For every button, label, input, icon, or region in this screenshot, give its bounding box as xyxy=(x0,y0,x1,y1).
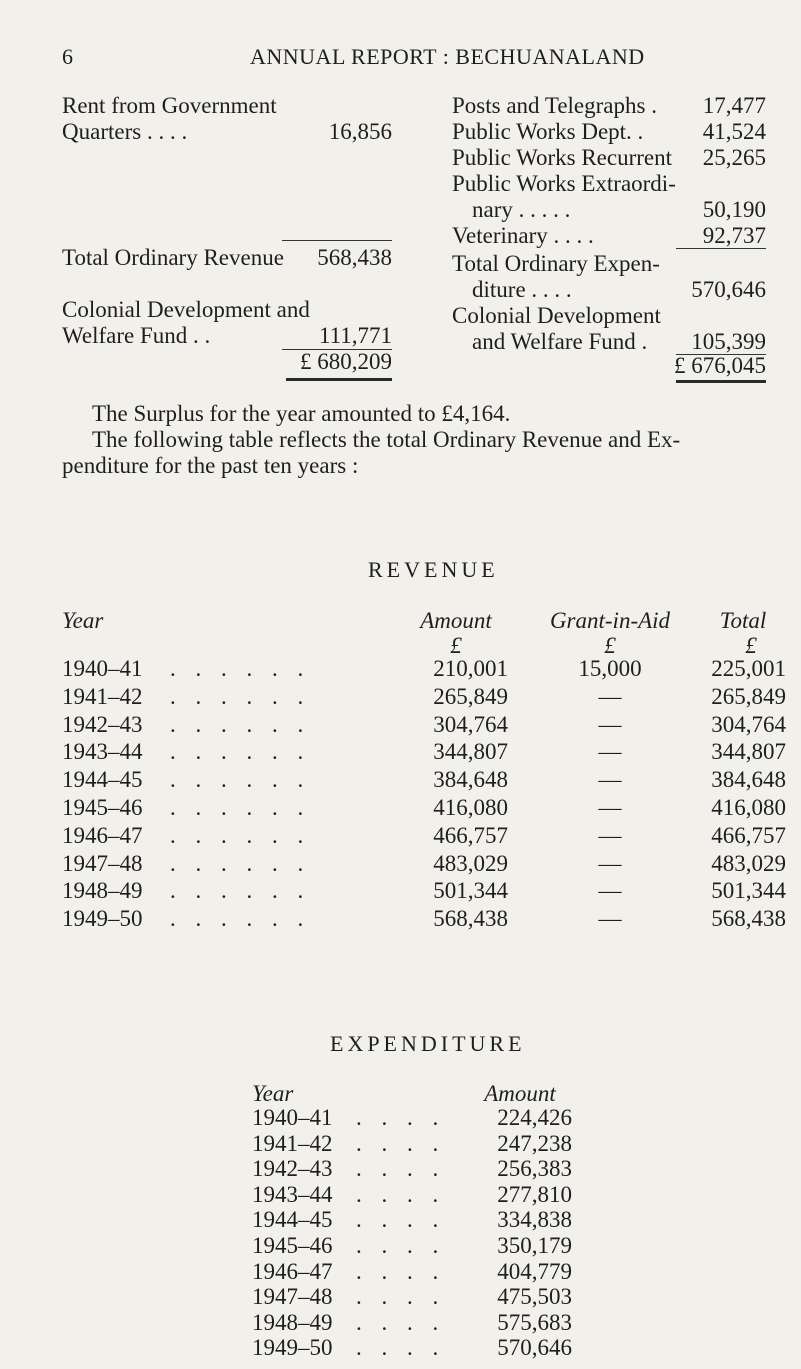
table-intro-line1: The following table reflects the total Ordinary Revenue and Ex- xyxy=(92,427,681,452)
row-grant: — xyxy=(598,878,622,904)
revenue-col-amount: Amount xyxy=(420,608,492,633)
cdw-revenue-label-line2: Welfare Fund . . xyxy=(62,323,211,348)
row-year: 1940–41 xyxy=(252,1105,333,1130)
row-amount: 466,757 xyxy=(433,822,508,848)
row-year: 1940–41 xyxy=(62,656,143,681)
row-amount: 404,779 xyxy=(497,1258,572,1284)
expenditure-col-year: Year xyxy=(252,1081,294,1106)
row-year: 1948–49 xyxy=(62,878,143,904)
row-total: 483,029 xyxy=(711,850,786,876)
row-grant: — xyxy=(598,822,622,848)
row-total: 384,648 xyxy=(711,767,786,793)
row-amount: 384,648 xyxy=(433,767,508,793)
grand-total-revenue: £ 680,209 xyxy=(300,349,392,374)
public-works-dept-label: Public Works Dept. . xyxy=(452,119,644,144)
row-year: 1947–48 xyxy=(62,850,143,876)
row-grant: — xyxy=(598,711,622,737)
row-leader-dots: . . . . xyxy=(356,1284,446,1310)
row-amount: 475,503 xyxy=(497,1284,572,1310)
row-year: 1942–43 xyxy=(62,711,143,737)
row-year: 1943–44 xyxy=(252,1181,333,1207)
cdw-revenue-label-line1: Colonial Development and xyxy=(62,297,310,322)
row-leader-dots: . . . . xyxy=(356,1233,446,1258)
revenue-heading: REVENUE xyxy=(368,557,499,582)
revenue-col-year: Year xyxy=(62,608,104,633)
row-leader-dots: . . . . . . xyxy=(170,906,311,932)
row-grant: — xyxy=(598,850,622,876)
row-amount: 483,029 xyxy=(433,850,508,876)
revenue-currency-total: £ xyxy=(745,633,757,658)
cdw-revenue-value: 111,771 xyxy=(318,323,392,348)
row-leader-dots: . . . . . . xyxy=(170,795,311,820)
public-works-recurrent-label: Public Works Recurrent xyxy=(452,145,673,170)
cdw-expenditure-label-line1: Colonial Development xyxy=(452,303,661,328)
row-amount: 575,683 xyxy=(497,1309,572,1335)
row-grant: — xyxy=(598,795,622,820)
cdw-expenditure-label-line2: and Welfare Fund . xyxy=(472,329,648,354)
total-ordinary-revenue-value: 568,438 xyxy=(317,245,392,270)
row-leader-dots: . . . . . . xyxy=(170,878,311,904)
public-works-extraordinary-label-line2: nary . . . . . xyxy=(472,197,571,222)
row-total: 265,849 xyxy=(711,683,786,709)
row-leader-dots: . . . . . . xyxy=(170,711,311,737)
row-amount: 265,849 xyxy=(433,683,508,709)
row-leader-dots: . . . . . . xyxy=(170,656,311,681)
row-year: 1949–50 xyxy=(252,1335,333,1361)
row-year: 1948–49 xyxy=(252,1309,333,1335)
rule-expenditure-subtotal xyxy=(676,248,766,249)
row-year: 1944–45 xyxy=(62,767,143,793)
row-total: 344,807 xyxy=(711,739,786,765)
row-total: 304,764 xyxy=(711,711,786,737)
row-leader-dots: . . . . . . xyxy=(170,767,311,793)
double-rule-expenditure xyxy=(676,380,766,383)
row-leader-dots: . . . . . . xyxy=(170,683,311,709)
row-leader-dots: . . . . . . xyxy=(170,850,311,876)
row-leader-dots: . . . . . . xyxy=(170,739,311,765)
row-year: 1941–42 xyxy=(252,1130,333,1156)
total-ordinary-revenue-label: Total Ordinary Revenue xyxy=(62,245,284,270)
rent-value: 16,856 xyxy=(328,119,392,144)
row-year: 1949–50 xyxy=(62,906,143,932)
row-leader-dots: . . . . xyxy=(356,1258,446,1284)
row-amount: 501,344 xyxy=(433,878,508,904)
row-year: 1942–43 xyxy=(252,1156,333,1182)
posts-telegraphs-label: Posts and Telegraphs . xyxy=(452,93,657,118)
veterinary-label: Veterinary . . . . xyxy=(452,223,594,248)
cdw-expenditure-value: 105,399 xyxy=(691,329,766,354)
rule-revenue-subtotal xyxy=(282,240,392,241)
row-amount: 256,383 xyxy=(497,1156,572,1182)
row-total: 416,080 xyxy=(711,795,786,820)
row-total: 466,757 xyxy=(711,822,786,848)
rent-label-text: Quarters xyxy=(62,119,142,144)
row-amount: 210,001 xyxy=(433,656,508,681)
revenue-col-grant: Grant-in-Aid xyxy=(549,608,671,633)
rent-label-line2 xyxy=(62,118,187,145)
row-grant: — xyxy=(598,683,622,709)
row-year: 1947–48 xyxy=(252,1284,333,1310)
rent-label-line1: Rent from Government xyxy=(62,93,277,118)
row-leader-dots: . . . . xyxy=(356,1130,446,1156)
row-grant: 15,000 xyxy=(578,656,642,681)
row-amount: 224,426 xyxy=(497,1105,572,1130)
row-amount: 416,080 xyxy=(433,795,508,820)
table-intro-line2: penditure for the past ten years : xyxy=(62,453,359,478)
veterinary-value: 92,737 xyxy=(702,223,766,248)
total-ordinary-expenditure-value: 570,646 xyxy=(691,277,766,302)
row-leader-dots: . . . . xyxy=(356,1309,446,1335)
rent-dots: . . . . xyxy=(146,119,188,144)
row-leader-dots: . . . . xyxy=(356,1207,446,1233)
row-leader-dots: . . . . . . xyxy=(170,822,311,848)
surplus-paragraph: The Surplus for the year amounted to £4,164. xyxy=(92,401,511,426)
row-leader-dots: . . . . xyxy=(356,1156,446,1182)
row-leader-dots: . . . . xyxy=(356,1181,446,1207)
row-year: 1945–46 xyxy=(252,1233,333,1258)
revenue-col-total: Total xyxy=(719,608,767,633)
public-works-extraordinary-value: 50,190 xyxy=(702,197,766,222)
row-amount: 334,838 xyxy=(497,1207,572,1233)
row-grant: — xyxy=(598,767,622,793)
total-ordinary-expenditure-label-line1: Total Ordinary Expen- xyxy=(452,251,660,276)
row-leader-dots: . . . . xyxy=(356,1105,446,1130)
public-works-extraordinary-label-line1: Public Works Extraordi- xyxy=(452,171,676,196)
expenditure-heading: EXPENDITURE xyxy=(330,1031,526,1056)
row-amount: 568,438 xyxy=(433,906,508,932)
row-year: 1946–47 xyxy=(62,822,143,848)
page-number: 6 xyxy=(62,44,73,69)
row-leader-dots: . . . . xyxy=(356,1335,446,1361)
running-title: ANNUAL REPORT : BECHUANALAND xyxy=(250,44,645,69)
row-amount: 344,807 xyxy=(433,739,508,765)
row-year: 1945–46 xyxy=(62,795,143,820)
row-amount: 350,179 xyxy=(497,1233,572,1258)
public-works-recurrent-value: 25,265 xyxy=(702,145,766,170)
row-grant: — xyxy=(598,906,622,932)
public-works-dept-value: 41,524 xyxy=(702,119,766,144)
row-year: 1941–42 xyxy=(62,683,143,709)
row-amount: 247,238 xyxy=(497,1130,572,1156)
expenditure-col-amount: Amount xyxy=(484,1081,556,1106)
row-year: 1944–45 xyxy=(252,1207,333,1233)
row-amount: 277,810 xyxy=(497,1181,572,1207)
row-total: 501,344 xyxy=(711,878,786,904)
row-total: 225,001 xyxy=(711,656,786,681)
total-ordinary-expenditure-label-line2: diture . . . . xyxy=(472,277,572,302)
posts-telegraphs-value: 17,477 xyxy=(702,93,766,118)
grand-total-expenditure: £ 676,045 xyxy=(674,353,766,378)
double-rule-revenue xyxy=(286,378,392,381)
row-amount: 304,764 xyxy=(433,711,508,737)
row-year: 1943–44 xyxy=(62,739,143,765)
row-grant: — xyxy=(598,739,622,765)
revenue-currency-amount: £ xyxy=(450,633,462,658)
row-year: 1946–47 xyxy=(252,1258,333,1284)
row-amount: 570,646 xyxy=(497,1335,572,1361)
revenue-currency-grant: £ xyxy=(604,633,616,658)
row-total: 568,438 xyxy=(711,906,786,932)
